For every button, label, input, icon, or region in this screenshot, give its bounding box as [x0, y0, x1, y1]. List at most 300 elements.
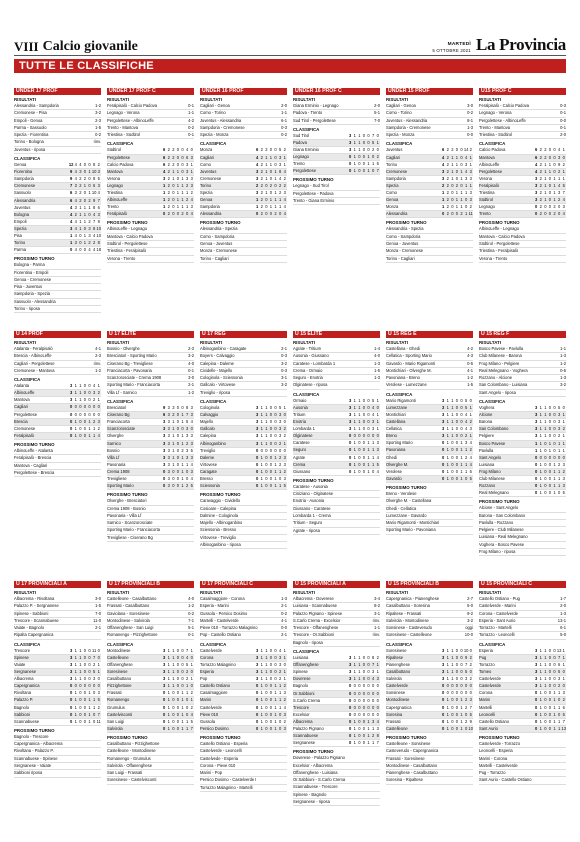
standings-row [107, 469, 194, 476]
team-stat: 0 [362, 132, 366, 138]
standings-row [107, 705, 194, 712]
team-stat: 0 [176, 154, 180, 160]
fixture-row: Sabbioni riposa [14, 770, 101, 777]
team-stat: 2 [88, 218, 91, 224]
team-points: 3 [442, 419, 445, 425]
standings-row [479, 405, 566, 412]
team-points: 0 [349, 718, 352, 724]
match-name: Vaiate - Bagnolo [14, 625, 44, 631]
fixture-row: Castelleone - Montodinese [107, 748, 194, 755]
result-row [107, 611, 194, 618]
team-stat: 0 [79, 425, 82, 431]
team-stat: 3 [167, 426, 170, 432]
team-name: Capergnanica [14, 683, 40, 689]
team-stat: 1 [185, 461, 189, 467]
team-stat: 0 [464, 690, 468, 696]
team-stat: 1 [544, 197, 547, 203]
standings-row [107, 648, 194, 655]
team-points: 0 [349, 726, 352, 732]
team-name: Pisa [14, 233, 22, 239]
standings-row [386, 469, 473, 476]
team-stat: 0 [451, 683, 454, 689]
team-stat: 1 [562, 447, 565, 453]
team-stat: 0 [265, 182, 268, 188]
result-row [386, 596, 473, 603]
team-stat: 1 [464, 190, 468, 196]
team-stat: 6 [557, 661, 561, 667]
team-points: 0 [349, 168, 352, 174]
team-stat: 1 [172, 669, 175, 675]
team-stat: 6 [92, 183, 96, 189]
result-row [200, 382, 287, 389]
team-stat: 2 [167, 161, 170, 167]
standings-row [14, 412, 101, 419]
standings-row [293, 683, 380, 690]
team-stat: 1 [446, 461, 449, 467]
team-name: Fiorentina [14, 169, 33, 175]
fixture-row: Lumezzane - Gavardo [386, 513, 473, 520]
team-stat: 0 [176, 647, 180, 653]
match-name: Spinese - Sabbioni [14, 610, 49, 616]
standings-row [200, 726, 287, 733]
team-stat: 0 [265, 683, 268, 689]
match-score: 5-1 [188, 625, 194, 631]
team-stat: 1 [539, 468, 542, 474]
next-round-label: PROSSIMO TURNO [107, 220, 148, 226]
team-stat: 3 [376, 726, 379, 732]
team-stat: 4 [557, 182, 561, 188]
team-stat: 3 [185, 175, 189, 181]
team-stat: 1 [274, 197, 277, 203]
team-stat: 1 [451, 419, 454, 425]
team-name: Frassati [386, 718, 401, 724]
team-stat: 0 [176, 697, 180, 703]
result-row [293, 603, 380, 610]
team-stat: 0 [548, 697, 552, 703]
result-row [200, 603, 287, 610]
standings-row [14, 383, 101, 390]
newspaper-logo: La Provincia [475, 35, 566, 54]
team-stat: 0 [83, 169, 87, 175]
fixture-row: Breno - Verolese [386, 491, 473, 498]
standings-row [107, 448, 194, 455]
match-name: Parma - Sassuolo [14, 124, 47, 130]
team-stat: 0 [176, 654, 180, 660]
team-stat: 0 [544, 461, 547, 467]
league-title: U 15 PROVINCIALI B [386, 581, 473, 588]
team-name: Villa Lf [107, 454, 120, 460]
team-stat: 1 [283, 161, 286, 167]
match-score: 0-3 [281, 367, 287, 373]
team-name: Doverese [293, 676, 311, 682]
team-points: 6 [256, 147, 259, 153]
team-points: 3 [535, 182, 538, 188]
team-stat: 3 [167, 412, 170, 418]
standings-row [107, 412, 194, 419]
results-label: RISULTATI [386, 97, 408, 102]
team-points: 4 [442, 154, 445, 160]
team-stat: 0 [557, 711, 561, 717]
team-points: 3 [535, 433, 538, 439]
next-round-label: PROSSIMO TURNO [293, 749, 334, 755]
standings-row [479, 483, 566, 490]
team-stat: 1 [367, 461, 370, 467]
team-stat: 5 [562, 490, 565, 496]
team-name: Feralpisalò [14, 432, 35, 438]
team-points: 9 [70, 169, 73, 175]
team-stat: 1 [451, 411, 454, 417]
team-stat: 0 [181, 405, 184, 411]
match-name: Albinoganbino - Caragate [200, 346, 247, 351]
team-stat: 1 [167, 676, 170, 682]
team-stat: 3 [167, 461, 170, 467]
match-name: Rozzano - Alcione [479, 375, 512, 381]
team-stat: 2 [260, 147, 263, 153]
match-score: 4-1 [467, 367, 473, 373]
standings-row [293, 462, 380, 469]
standings-row [293, 398, 380, 405]
team-stat: 1 [260, 476, 263, 482]
standings-row [14, 219, 101, 226]
team-stat: 1 [181, 690, 184, 696]
team-stat: 0 [371, 704, 375, 710]
standings-label: CLASSIFICA [107, 641, 134, 647]
team-points: 0 [256, 461, 259, 467]
team-stat: 1 [460, 475, 463, 481]
match-name: Caratese - Lombarda 1 [293, 360, 336, 366]
team-stat: 3 [190, 433, 193, 439]
team-stat: 0 [97, 683, 100, 689]
team-stat: 2 [557, 168, 561, 174]
team-stat: 2 [562, 468, 565, 474]
team-points: 1 [442, 204, 445, 210]
team-stat: 3 [190, 405, 193, 411]
team-name: Spezia [386, 182, 399, 188]
team-stat: 1 [172, 433, 175, 439]
team-stat: 1 [353, 733, 356, 739]
standings-row [107, 419, 194, 426]
standings-row [200, 462, 287, 469]
match-name: Montichiari - Olverghe M. [386, 367, 432, 373]
team-stat: 0 [562, 683, 565, 689]
team-points: 6 [70, 190, 73, 196]
team-stat: 0 [548, 711, 552, 717]
team-name: Empoli [14, 218, 27, 224]
team-name: Castelleone [386, 725, 408, 731]
result-row [14, 118, 101, 125]
results-label: RISULTATI [14, 97, 36, 102]
team-stat: 1 [371, 161, 375, 167]
next-round-label: PROSSIMO TURNO [479, 499, 520, 505]
team-stat: 1 [464, 468, 468, 474]
standings-row [293, 412, 380, 419]
standings-row [14, 176, 101, 183]
standings-table [293, 655, 380, 747]
team-stat: 0 [548, 725, 552, 731]
team-stat: 1 [265, 175, 268, 181]
team-points: 3 [256, 669, 259, 675]
team-stat: 0 [362, 426, 366, 432]
standings-label: CLASSIFICA [14, 641, 41, 647]
team-stat: 1 [544, 433, 547, 439]
team-stat: 2 [446, 168, 449, 174]
match-score: 9-2 [467, 610, 473, 616]
results-label: RISULTATI [200, 590, 222, 595]
team-stat: 0 [553, 147, 556, 153]
team-stat: 0 [376, 711, 379, 717]
team-stat: 0 [358, 690, 361, 696]
team-stat: 8 [376, 733, 379, 739]
team-points: 3 [256, 419, 259, 425]
results-label: RISULTATI [107, 97, 129, 102]
team-stat: 7 [376, 168, 379, 174]
team-points: 0 [349, 440, 352, 446]
team-stat: 2 [260, 175, 263, 181]
match-score: 3-0 [95, 596, 101, 601]
fixture-row: Virtovese - Treviglio [200, 535, 287, 542]
match-score: 3-2 [281, 382, 287, 388]
team-stat: 2 [446, 182, 449, 188]
team-stat: 3 [167, 440, 170, 446]
match-score [86, 147, 101, 153]
team-stat: 3 [469, 168, 472, 174]
standings-row [293, 469, 380, 476]
team-name: Gallcalo [200, 426, 215, 432]
team-stat: 2 [260, 197, 263, 203]
team-name: Como [200, 161, 211, 167]
team-stat: 0 [460, 683, 463, 689]
team-stat: 3 [283, 476, 286, 482]
team-stat: 1 [367, 740, 370, 746]
result-row [14, 147, 101, 154]
team-points: 0 [442, 704, 445, 710]
match-score: 0-2 [281, 610, 287, 616]
fixture-row: Sporting Mario - Pavoniana [386, 527, 473, 534]
team-stat: 4 [190, 211, 193, 217]
match-name: Club Milanese - Barona [479, 353, 522, 359]
standings-row [107, 726, 194, 733]
team-stat: 3 [469, 175, 472, 181]
team-points: 0 [349, 468, 352, 474]
fixture-row: Pug - Torrazzo [479, 770, 566, 777]
team-stat: 1 [274, 175, 277, 181]
team-stat: 1 [562, 175, 565, 181]
match-score: 1-3 [560, 353, 566, 359]
match-score: 0-3 [281, 353, 287, 359]
team-name: Mantova [479, 154, 495, 160]
team-stat: 5 [278, 147, 282, 153]
standings-row [14, 712, 101, 719]
standings-label: CLASSIFICA [14, 377, 41, 383]
standings-row [107, 204, 194, 211]
match-score: 1-5 [374, 367, 380, 373]
team-stat: 0 [176, 412, 180, 418]
match-name: Esperia - Marini [200, 603, 229, 609]
team-stat: 0 [176, 405, 180, 411]
standings-row [293, 455, 380, 462]
result-row [107, 110, 194, 117]
team-stat: 0 [79, 247, 82, 253]
issue-date [432, 42, 471, 53]
team-stat: 2 [278, 440, 282, 446]
match-score: 1-1 [281, 110, 287, 116]
match-name: Empoli - Genoa [14, 117, 43, 123]
league-column [14, 331, 101, 575]
league-column [386, 331, 473, 575]
team-stat: 0 [83, 425, 87, 431]
team-name: Ripaltese [386, 654, 404, 660]
team-stat: 0 [362, 161, 366, 167]
team-points: 0 [256, 704, 259, 710]
team-points: 3 [70, 669, 73, 675]
team-stat: 2 [544, 147, 547, 153]
team-stat: 1 [557, 175, 561, 181]
standings-row [479, 719, 566, 726]
team-name: Juventus [386, 147, 403, 153]
match-name: Feralpisalò - Calcio Padova [479, 103, 530, 108]
team-name: Alessandria [200, 211, 222, 217]
team-stat: 1 [446, 426, 449, 432]
team-stat: 0 [358, 740, 361, 746]
team-stat: 1 [88, 432, 91, 438]
fixture-row: Castelvede - Esperia [200, 756, 287, 763]
standings-row [107, 176, 194, 183]
fixture-row: Cosioare - Calepina [200, 506, 287, 513]
team-stat: 3 [92, 676, 96, 682]
team-stat: 1 [260, 647, 263, 653]
match-score: rinv. [372, 617, 380, 623]
team-stat: 0 [460, 676, 463, 682]
match-score: 0-2 [467, 110, 473, 116]
match-name: Frog Milano - Pelgiere [479, 360, 520, 366]
team-stat: 5 [371, 397, 375, 403]
team-stat: 0 [79, 711, 82, 717]
match-score: 1-5 [467, 382, 473, 388]
team-stat: 4 [283, 204, 286, 210]
team-stat: 0 [455, 683, 459, 689]
match-score: 4-0 [188, 596, 194, 601]
result-row [386, 353, 473, 360]
team-stat: 0 [181, 654, 184, 660]
team-stat: 0 [83, 190, 87, 196]
team-stat: 2 [278, 669, 282, 675]
team-stat: 1 [460, 190, 463, 196]
team-stat: 0 [269, 419, 273, 425]
fixture-row: Mario Rigamonti - Montichiari [386, 520, 473, 527]
team-stat: 1 [176, 204, 180, 210]
team-stat: 1 [283, 676, 286, 682]
team-stat: 1 [172, 654, 175, 660]
team-stat: 2 [92, 240, 96, 246]
team-points: 6 [70, 197, 73, 203]
match-name: Cologinola - Sciessonia [200, 375, 243, 381]
result-row [107, 346, 194, 353]
team-name: Ormaio [293, 397, 307, 403]
team-stat: 4 [74, 218, 77, 224]
team-points: 3 [349, 132, 352, 138]
team-stat: 0 [269, 412, 273, 418]
team-stat: 0 [269, 175, 273, 181]
team-stat: 1 [167, 711, 170, 717]
team-stat: 4 [278, 175, 282, 181]
team-name: Calcio Padova [479, 147, 506, 153]
team-name: Sporting Mario [107, 483, 134, 489]
team-name: Cagliari [386, 154, 400, 160]
team-stat: 0 [265, 697, 268, 703]
team-stat: 1 [353, 662, 356, 668]
match-name: Torrazzo - Martelli [479, 625, 512, 631]
team-points: 3 [442, 433, 445, 439]
team-stat: 0 [172, 690, 175, 696]
team-stat: 2 [446, 154, 449, 160]
team-stat: 0 [451, 447, 454, 453]
standings-label: CLASSIFICA [200, 399, 227, 405]
standings-table [14, 383, 101, 440]
team-stat: 0 [460, 147, 463, 153]
team-stat: 1 [353, 154, 356, 160]
team-stat: 1 [269, 197, 273, 203]
team-stat: 1 [358, 426, 361, 432]
team-stat: 0 [176, 440, 180, 446]
team-stat: 0 [464, 475, 468, 481]
league-title: U 15 PROVINCIALI A [293, 581, 380, 588]
results-label: RISULTATI [479, 340, 501, 345]
team-stat: 0 [274, 154, 277, 160]
team-stat: 4 [74, 225, 77, 231]
team-name: Tomeo [479, 669, 492, 675]
team-stat: 5 [283, 483, 286, 489]
team-name: Montichiari [386, 411, 406, 417]
team-stat: 0 [83, 661, 87, 667]
team-name: Castelleone [107, 654, 129, 660]
team-stat: 0 [362, 683, 366, 689]
team-stat: 1 [260, 426, 263, 432]
fixture-row: Frog Milano - riposa [479, 549, 566, 556]
team-stat: 1 [460, 704, 463, 710]
team-points: 0 [256, 476, 259, 482]
match-name: Alessandria - Sampdoria [14, 103, 59, 108]
team-stat: 0 [274, 440, 277, 446]
match-score: 3-2 [467, 617, 473, 623]
standings-row [479, 648, 566, 655]
fixture-row: Frassati - Soresinese [386, 756, 473, 763]
team-stat: 0 [362, 733, 366, 739]
team-points: 3 [442, 404, 445, 410]
standings-row [386, 476, 473, 483]
team-stat: 3 [278, 161, 282, 167]
team-stat: 4 [74, 169, 77, 175]
standings-row [14, 162, 101, 169]
standings-row [386, 655, 473, 662]
match-score: 3-4 [374, 596, 380, 601]
team-stat: 0 [451, 440, 454, 446]
team-stat: 1 [88, 690, 91, 696]
team-name: Castello Ostiano [479, 718, 510, 724]
team-stat: 0 [358, 168, 361, 174]
standings-row [14, 655, 101, 662]
team-stat: 0 [544, 440, 547, 446]
standings-row [386, 412, 473, 419]
team-name: Trento [107, 204, 119, 210]
team-points: 0 [163, 725, 166, 731]
match-name: Juventus - riposa [14, 146, 46, 152]
match-score: 2-0 [281, 103, 287, 108]
team-stat: 0 [455, 475, 459, 481]
match-name: Spezia - Monza [386, 132, 415, 138]
team-points: 0 [256, 683, 259, 689]
team-points: 3 [70, 397, 73, 403]
team-stat: 0 [362, 454, 366, 460]
